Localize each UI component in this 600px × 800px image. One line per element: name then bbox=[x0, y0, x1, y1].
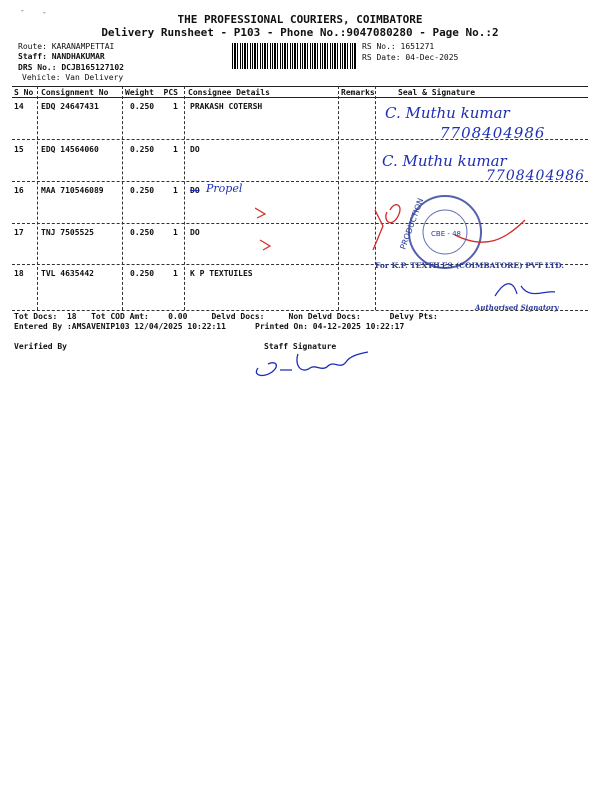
cell-consignment: MAA 710546089 bbox=[41, 186, 104, 195]
route-label: Route: KARANAMPETTAI bbox=[18, 42, 115, 51]
scan-mark: - bbox=[20, 6, 25, 15]
cell-consignee: K P TEXTUILES bbox=[190, 269, 253, 278]
col-divider bbox=[37, 86, 38, 310]
cell-sno: 16 bbox=[14, 186, 24, 195]
entered-by: Entered By :AMSAVENIP103 12/04/2025 10:22:11 bbox=[14, 322, 226, 331]
staff-signature-label: Staff Signature bbox=[264, 342, 337, 351]
stamp-round-text: PRODUCTION bbox=[398, 197, 426, 251]
cell-pcs: 1 bbox=[173, 102, 178, 111]
vehicle-label: Vehicle: Van Delivery bbox=[22, 73, 124, 82]
handwritten-phone-1: 7708404986 bbox=[440, 124, 546, 142]
cell-consignment: EDQ 14564060 bbox=[41, 145, 99, 154]
header-sno: S No bbox=[14, 88, 34, 97]
cell-consignee: DO bbox=[190, 186, 200, 195]
cell-weight: 0.250 bbox=[130, 145, 155, 154]
cell-weight: 0.250 bbox=[130, 186, 155, 195]
staff-label: Staff: NANDHAKUMAR bbox=[18, 52, 105, 61]
drs-number: DRS No.: DCJB165127102 bbox=[18, 63, 124, 72]
cell-consignment: TVL 4635442 bbox=[41, 269, 94, 278]
barcode bbox=[232, 43, 357, 69]
scan-mark: - bbox=[42, 8, 47, 17]
col-divider bbox=[122, 86, 123, 310]
cell-sno: 15 bbox=[14, 145, 24, 154]
header-seal: Seal & Signature bbox=[398, 88, 476, 97]
header-consignee: Consignee Details bbox=[188, 88, 270, 97]
stamp-authorised: Authorised Signatory bbox=[475, 303, 559, 312]
cell-consignment: EDQ 24647431 bbox=[41, 102, 99, 111]
cell-pcs: 1 bbox=[173, 269, 178, 278]
cell-weight: 0.250 bbox=[130, 269, 155, 278]
col-divider bbox=[184, 86, 185, 310]
cell-pcs: 1 bbox=[173, 186, 178, 195]
header-consignment: Consignment No bbox=[41, 88, 109, 97]
cell-pcs: 1 bbox=[173, 228, 178, 237]
rs-date: RS Date: 04-Dec-2025 bbox=[362, 53, 459, 62]
cell-consignment: TNJ 7505525 bbox=[41, 228, 94, 237]
handwritten-phone-2: 7708404986 bbox=[486, 168, 586, 184]
cell-consignee: DO bbox=[190, 228, 200, 237]
cell-sno: 14 bbox=[14, 102, 24, 111]
cell-weight: 0.250 bbox=[130, 228, 155, 237]
company-title: THE PROFESSIONAL COURIERS, COIMBATORE bbox=[177, 13, 423, 26]
cell-weight: 0.250 bbox=[130, 102, 155, 111]
handwritten-note: Propel bbox=[206, 182, 243, 195]
handwritten-signature-1: C. Muthu kumar bbox=[385, 104, 510, 122]
header-weight-pcs: Weight PCS bbox=[125, 88, 178, 97]
table-header-rule bbox=[12, 97, 588, 98]
runsheet-title: Delivery Runsheet - P103 - Phone No.:9047080280 - Page No.:2 bbox=[101, 26, 499, 39]
handwritten-signature-2: C. Muthu kumar bbox=[382, 152, 507, 170]
verified-by-label: Verified By bbox=[14, 342, 67, 351]
cell-consignee: PRAKASH COTERSH bbox=[190, 102, 263, 111]
cell-consignee: DO bbox=[190, 145, 200, 154]
totals-line: Tot Docs: 18 Tot COD Amt: 0.00 Delvd Docs: Non Delvd Docs: Delvy Pts: bbox=[14, 312, 438, 321]
cell-sno: 17 bbox=[14, 228, 24, 237]
company-stamp bbox=[255, 190, 595, 320]
header-remarks: Remarks bbox=[341, 88, 375, 97]
stamp-company-line: For K.P. TEXTILES (COIMBATORE) PVT LTD. bbox=[375, 261, 565, 270]
table-top-rule bbox=[12, 86, 588, 87]
staff-signature-scribble bbox=[250, 346, 380, 382]
stamp-city: CBE - 48 bbox=[431, 230, 461, 238]
cell-sno: 18 bbox=[14, 269, 24, 278]
cell-pcs: 1 bbox=[173, 145, 178, 154]
rs-number: RS No.: 1651271 bbox=[362, 42, 435, 51]
printed-on: Printed On: 04-12-2025 10:22:17 bbox=[255, 322, 405, 331]
